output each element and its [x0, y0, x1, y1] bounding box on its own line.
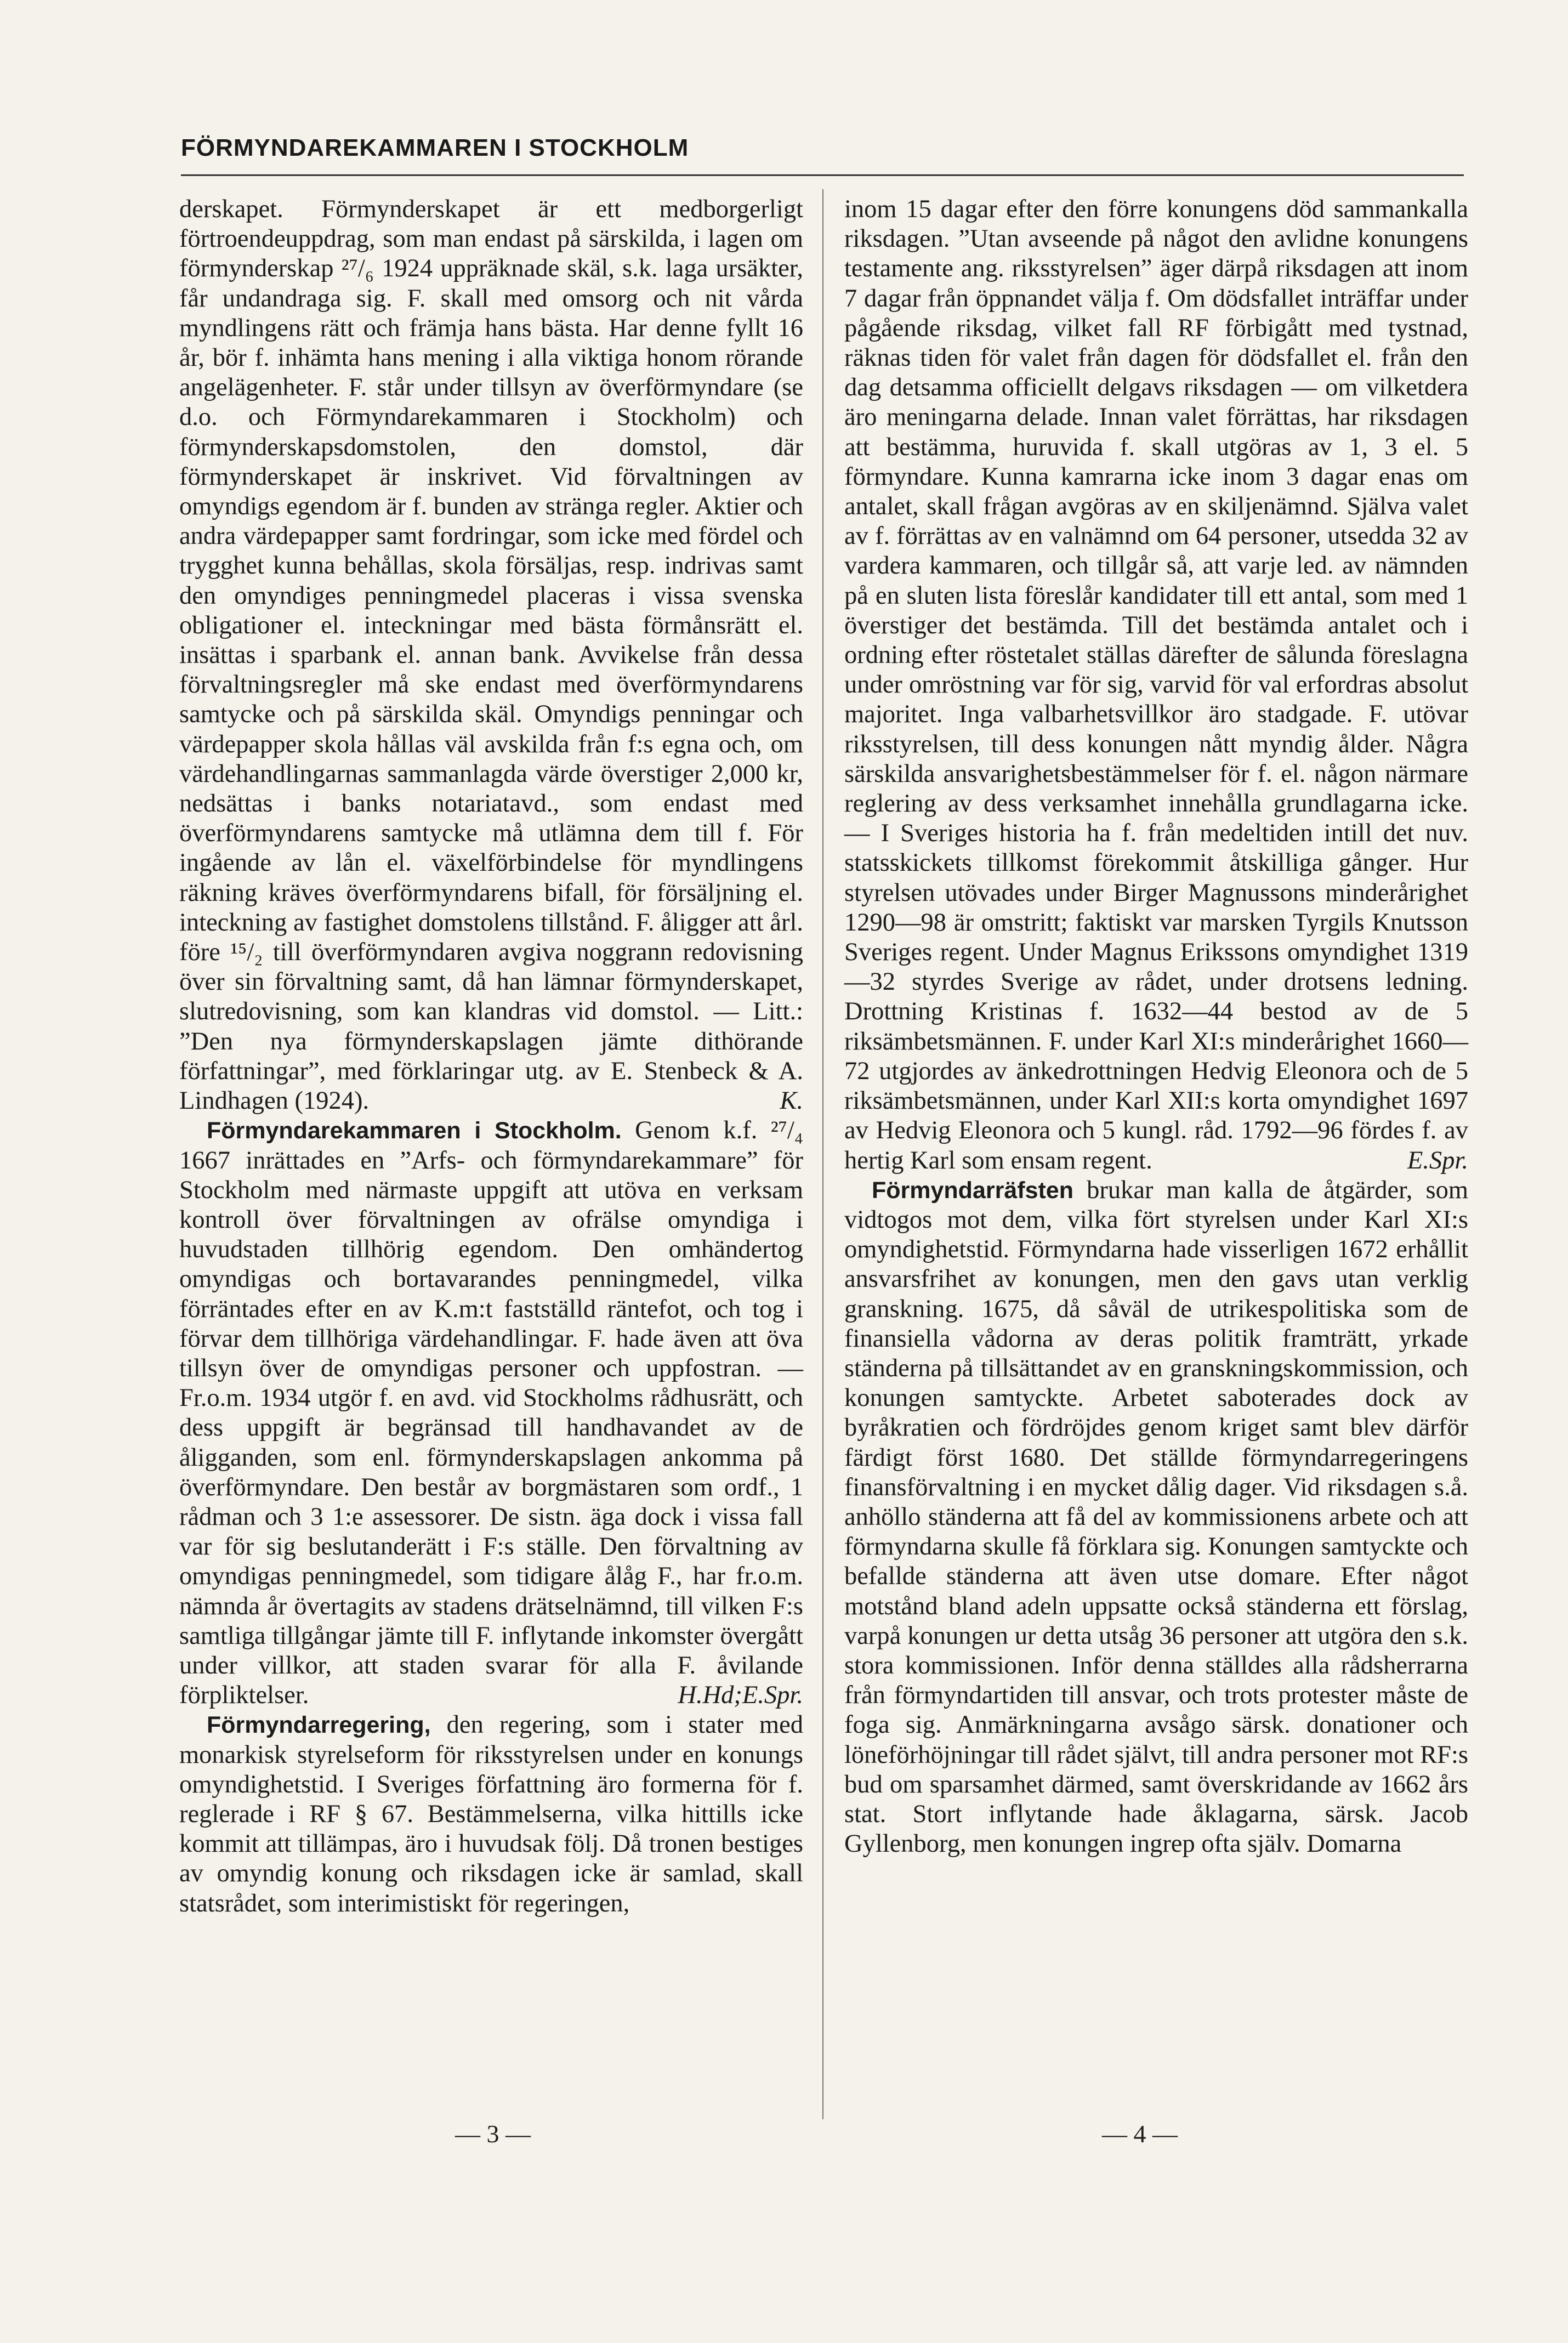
author-signature: E.Spr.	[1407, 1146, 1468, 1175]
column-divider	[822, 189, 823, 2119]
entry-headword: Förmyndarräfsten	[872, 1177, 1073, 1204]
page-number-right: — 4 —	[1102, 2120, 1178, 2148]
header-rule	[181, 174, 1464, 176]
entry-formyndarrafsten: Förmyndarräfsten brukar man kalla de åtgärder, som vidtogos mot dem, vilka fört styrelsen under Karl XI:s omyndighetstid. Förmyndarna hade visserligen 1672 erhållit ansvarsfrihet av konungen, men den gavs utan verklig granskning. 1675, då såväl de utrikespolitiska som de finansiella vådorna av deras politik framträtt, yrkade ständerna på tillsättandet av en granskningskommission, och konungen samtyckte. Arbetet saboterades dock av byråkratien och fördröjdes genom kriget samt blev därför färdigt först 1680. Det ställde förmyndarregeringens finansförvaltning i en mycket dålig dager. Vid riksdagen s.å. anhöllo ständerna att få del av kommissionens arbete och att förmyndarna skulle få förklara sig. Konungen samtyckte och befallde ständerna att även utse domare. Efter något motstånd bland adeln uppsatte också ständerna ett förslag, varpå konungen ur detta utsåg 36 personer att utgöra den s.k. stora kommissionen. Inför denna ställdes alla rådsherrarna från förmyndartiden till ansvar, och trots protester måste de foga sig. Anmärkningarna avsågo särsk. donationer och löneförhöjningar till rådet självt, till andra personer mot RF:s bud om sparsamhet därmed, samt överskridande av 1662 års stat. Stort inflytande hade åklagarna, särsk. Jacob Gyllenborg, men konungen ingrep ofta själv. Domarna	[844, 1176, 1468, 1858]
paragraph-formyndarregering-cont: inom 15 dagar efter den förre konungens död sammankalla riksdagen. ”Utan avseende på något den avlidne konungens testamente ang. riksstyrelsen” äger därpå riksdagen att inom 7 dagar från öppnandet välja f. Om dödsfallet inträffar under pågående riksdag, vilket fall RF förbigått med tystnad, räknas tiden för valet från dagen för dödsfallet el. från den dag detsamma officiellt delgavs riksdagen — om vilketdera äro meningarna delade. Innan valet förrättas, har riksdagen att bestämma, huruvida f. skall utgöras av 1, 3 el. 5 förmyndare. Kunna kamrarna icke inom 3 dagar enas om antalet, skall frågan avgöras av en skiljenämnd. Själva valet av f. förrättas av en valnämnd om 64 personer, utsedda 32 av vardera kammaren, och tillgår så, att varje led. av nämnden på en sluten lista föreslår kandidater till ett antal, som med 1 överstiger det bestämda. Till det bestämda antalet och i ordning efter röstetalet ställas därefter de sålunda föreslagna under omröstning var för sig, varvid för val erfordras absolut majoritet. Inga valbarhetsvillkor äro stadgade. F. utövar riksstyrelsen, till dess konungen nått myndig ålder. Några särskilda ansvarighetsbestämmelser för f. el. någon närmare reglering av dess verksamhet innehålla grundlagarna icke. — I Sveriges historia ha f. från medeltiden intill det nuv. statsskickets tillkomst förekommit åtskilliga gånger. Hur styrelsen utövades under Birger Magnussons minderårighet 1290—98 är omstritt; faktiskt var marsken Tyrgils Knutsson Sveriges regent. Under Magnus Erikssons omyndighet 1319—32 styrdes Sverige av rådet, under drotsens ledning. Drottning Kristinas f. 1632—44 bestod av de 5 riksämbetsmännen. F. under Karl XI:s minderårighet 1660—72 utgjordes av änkedrottningen Hedvig Eleonora och de 5 riksämbetsmännen, under Karl XII:s korta omyndighet 1697 av Hedvig Eleonora och 5 kungl. råd. 1792—96 fördes f. av hertig Karl som ensam regent. E.Spr.	[844, 195, 1468, 1176]
left-column	[179, 195, 803, 1919]
entry-formyndarekammaren: Förmyndarekammaren i Stockholm. Genom k.f. ²⁷/₄ 1667 inrättades en ”Arfs- och förmyndarekammare” för Stockholm med närmaste uppgift att utöva en verksam kontroll över förvaltningen av ofrälse omyndiga i huvudstaden tillhörig egendom. Den omhändertog omyndigas och bortavarandes penningmedel, vilka förräntades efter en av K.m:t fastställd räntefot, och tog i förvar dem tillhöriga värdehandlingar. F. hade även att öva tillsyn över de omyndigas personer och uppfostran. — Fr.o.m. 1934 utgör f. en avd. vid Stockholms rådhusrätt, och dess uppgift är begränsad till handhavandet av de åligganden, som enl. förmynderskapslagen ankomma på överförmyndare. Den består av borgmästaren som ordf., 1 rådman och 3 1:e assessorer. De sistn. äga dock i vissa fall var för sig beslutanderätt i F:s ställe. Den förvaltning av omyndigas penningmedel, som tidigare ålåg F., har fr.o.m. nämnda år övertagits av stadens drätselnämnd, till vilken F:s samtliga tillgångar jämte till F. inflytande inkomster övergått under villkor, att staden svarar för alla F. åvilande förpliktelser. H.Hd;E.Spr.	[179, 1116, 803, 1710]
page-number-left: — 3 —	[455, 2120, 531, 2148]
paragraph-formynderskapet: derskapet. Förmynderskapet är ett medborgerligt förtroendeuppdrag, som man endast på särskilda, i lagen om förmynderskap ²⁷/₆ 1924 uppräknade skäl, s.k. laga ursäkter, får undandraga sig. F. skall med omsorg och nit vårda myndlingens rätt och främja hans bästa. Har denne fyllt 16 år, bör f. inhämta hans mening i alla viktiga honom rörande angelägenheter. F. står under tillsyn av överförmyndare (se d.o. och Förmyndarekammaren i Stockholm) och förmynderskapsdomstolen, den domstol, där förmynderskapet är inskrivet. Vid förvaltningen av omyndigs egendom är f. bunden av stränga regler. Aktier och andra värdepapper samt fordringar, som icke med fördel och trygghet kunna behållas, skola försäljas, resp. indrivas samt den omyndiges penningmedel placeras i vissa svenska obligationer el. inteckningar med bästa förmånsrätt el. insättas i sparbank el. annan bank. Avvikelse från dessa förvaltningsregler må ske endast med överförmyndarens samtycke och på särskilda skäl. Omyndigs penningar och värdepapper skola hållas väl avskilda från f:s egna och, om värdehandlingarnas sammanlagda värde överstiger 2,000 kr, nedsättas i banks notariatavd., som endast med överförmyndarens samtycke må utlämna dem till f. För ingående av lån el. växelförbindelse för myndlingens räkning kräves överförmyndarens bifall, för försäljning el. inteckning av fastighet domstolens tillstånd. F. åligger att årl. före ¹⁵/₂ till överförmyndaren avgiva noggrann redovisning över sin förvaltning samt, då han lämnar förmynderskapet, slutredovisning, som kan klandras vid domstol. — Litt.: ”Den nya förmynderskapslagen jämte dithörande författningar”, med förklaringar utg. av E. Stenbeck & A. Lindhagen (1924). K.	[179, 195, 803, 1116]
right-column	[844, 195, 1468, 1859]
author-signature: K.	[780, 1087, 803, 1115]
entry-formyndarregering: Förmyndarregering, den regering, som i stater med monarkisk styrelseform för riksstyrelsen under en konungs omyndighetstid. I Sveriges författning äro formerna för f. reglerade i RF § 67. Bestämmelserna, vilka hittills icke kommit att tillämpas, äro i huvudsak följ. Då tronen bestiges av omyndig konung och riksdagen icke är samlad, skall statsrådet, som interimistiskt för regeringen,	[179, 1711, 803, 1917]
entry-headword: Förmyndarekammaren i Stockholm.	[207, 1117, 622, 1144]
author-signature: H.Hd;E.Spr.	[678, 1681, 803, 1710]
entry-headword: Förmyndarregering,	[207, 1712, 431, 1739]
running-header: FÖRMYNDAREKAMMAREN I STOCKHOLM	[181, 134, 689, 161]
